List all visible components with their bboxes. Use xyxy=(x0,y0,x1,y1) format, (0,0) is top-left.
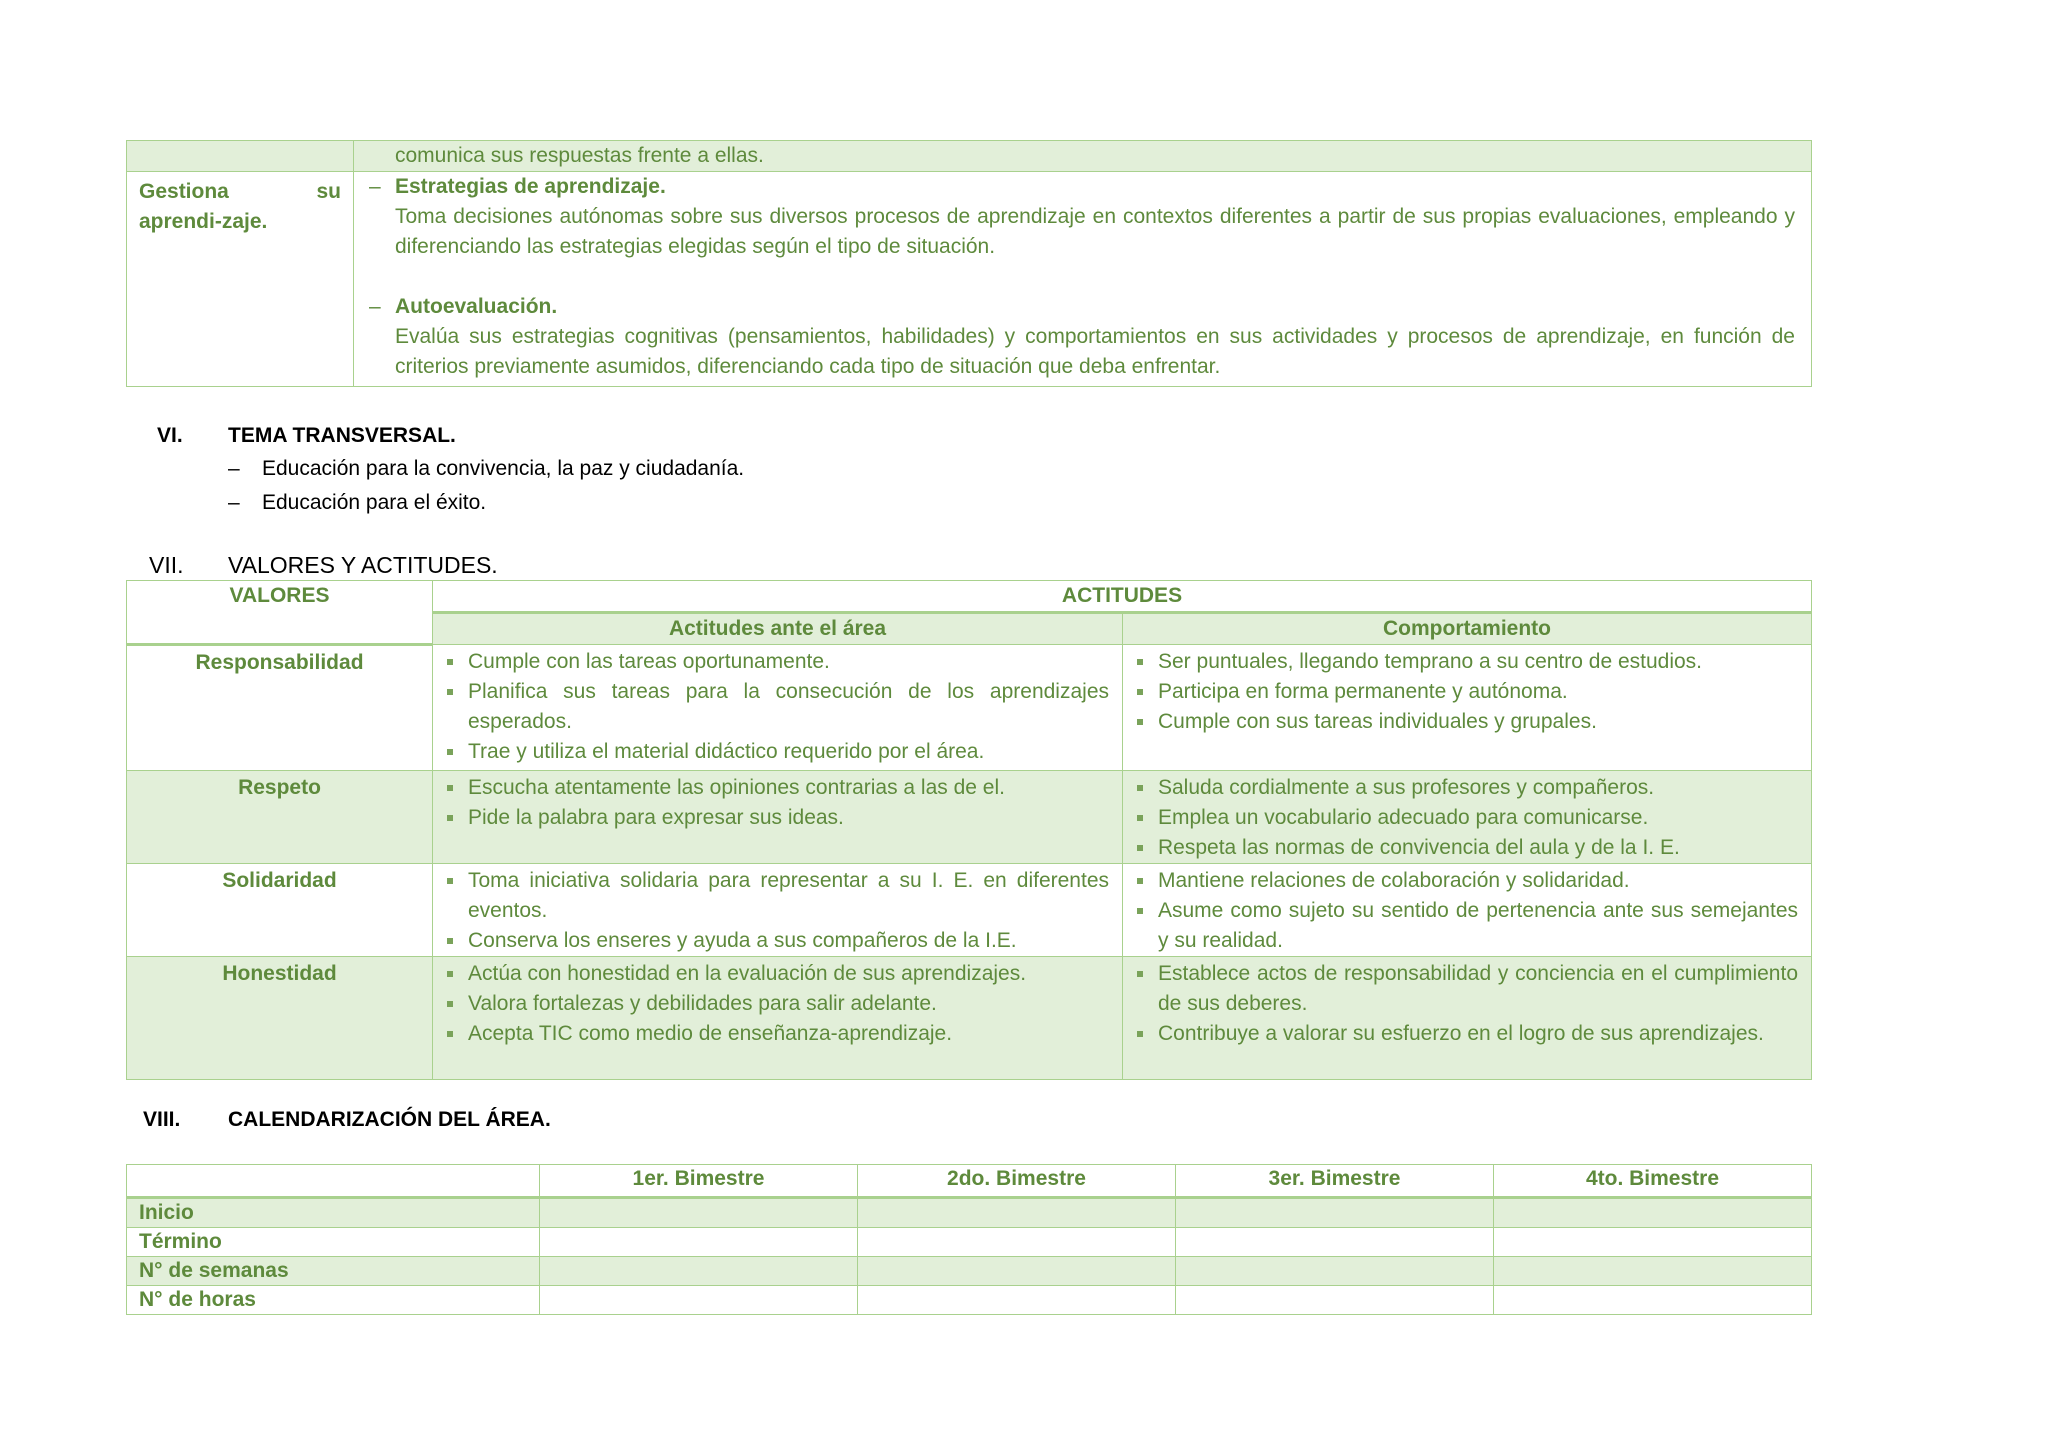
valor-name: Honestidad xyxy=(127,957,433,1080)
table-row xyxy=(127,1257,1812,1286)
list-item: Asume como sujeto su sentido de pertenencia ante sus semejantes y su realidad. xyxy=(1135,896,1798,956)
square-bullet-icon xyxy=(447,938,453,944)
square-bullet-icon xyxy=(1137,845,1143,851)
calendar-cell[interactable] xyxy=(1494,1286,1812,1315)
section-title: CALENDARIZACIÓN DEL ÁREA. xyxy=(228,1108,551,1131)
desc-item-autoevaluacion xyxy=(369,292,1795,382)
calendar-cell[interactable] xyxy=(1494,1228,1812,1257)
list-item: Establece actos de responsabilidad y conciencia en el cumplimiento de sus deberes. xyxy=(1135,959,1798,1019)
list-item: Toma iniciativa solidaria para representar a su I. E. en diferentes eventos. xyxy=(445,866,1109,926)
dash-bullet: – xyxy=(369,295,381,318)
calendar-header-row xyxy=(127,1165,1812,1198)
section-number: VIII. xyxy=(143,1108,181,1131)
header-actitudes: ACTITUDES xyxy=(433,581,1812,613)
list-item: Saluda cordialmente a sus profesores y compañeros. xyxy=(1135,773,1798,803)
list-item: Emplea un vocabulario adecuado para comunicarse. xyxy=(1135,803,1798,833)
square-bullet-icon xyxy=(1137,971,1143,977)
calendar-cell[interactable] xyxy=(1494,1198,1812,1228)
comportamiento-list xyxy=(1123,957,1812,1080)
desc-text: Evalúa sus estrategias cognitivas (pensamientos, habilidades) y comportamientos en sus actividades y procesos de aprendizaje, en función de criterios previamente asumidos, diferenciando cada tipo de situación que deba enfrentar. xyxy=(395,325,1795,378)
valor-name: Responsabilidad xyxy=(127,645,433,771)
table-row xyxy=(127,1228,1812,1257)
square-bullet-icon xyxy=(1137,815,1143,821)
table-row xyxy=(127,645,1812,771)
header-valores: VALORES xyxy=(127,581,433,645)
calendar-cell[interactable] xyxy=(1176,1286,1494,1315)
list-item: Acepta TIC como medio de enseñanza-aprendizaje. xyxy=(445,1019,1109,1049)
calendar-cell[interactable] xyxy=(1176,1198,1494,1228)
row-label: N° de horas xyxy=(127,1286,540,1315)
column-header: 2do. Bimestre xyxy=(858,1165,1176,1198)
list-item: – Educación para el éxito. xyxy=(228,486,744,520)
square-bullet-icon xyxy=(447,659,453,665)
square-bullet-icon xyxy=(1137,719,1143,725)
ante-area-list xyxy=(433,957,1123,1080)
list-item: Valora fortalezas y debilidades para salir adelante. xyxy=(445,989,1109,1019)
ante-area-list xyxy=(433,864,1123,957)
list-item: Participa en forma permanente y autónoma. xyxy=(1135,677,1798,707)
calendar-table xyxy=(126,1164,1812,1315)
square-bullet-icon xyxy=(1137,878,1143,884)
list-item: Actúa con honestidad en la evaluación de sus aprendizajes. xyxy=(445,959,1109,989)
calendar-cell[interactable] xyxy=(1494,1257,1812,1286)
list-item: Mantiene relaciones de colaboración y solidaridad. xyxy=(1135,866,1798,896)
list-item: Pide la palabra para expresar sus ideas. xyxy=(445,803,1109,833)
square-bullet-icon xyxy=(447,1001,453,1007)
list-item: Planifica sus tareas para la consecución de los aprendizajes esperados. xyxy=(445,677,1109,737)
row-label: Término xyxy=(127,1228,540,1257)
list-item: Conserva los enseres y ayuda a sus compañeros de la I.E. xyxy=(445,926,1109,956)
calendar-cell[interactable] xyxy=(540,1198,858,1228)
square-bullet-icon xyxy=(447,689,453,695)
capacity-descriptions xyxy=(354,172,1812,387)
desc-title: Autoevaluación. xyxy=(395,295,558,318)
calendar-cell[interactable] xyxy=(858,1228,1176,1257)
square-bullet-icon xyxy=(447,971,453,977)
list-item: Ser puntuales, llegando temprano a su centro de estudios. xyxy=(1135,647,1798,677)
valor-name: Solidaridad xyxy=(127,864,433,957)
calendar-cell[interactable] xyxy=(540,1257,858,1286)
square-bullet-icon xyxy=(1137,785,1143,791)
competencia-table xyxy=(126,140,1812,387)
column-header: 4to. Bimestre xyxy=(1494,1165,1812,1198)
square-bullet-icon xyxy=(1137,689,1143,695)
square-bullet-icon xyxy=(1137,659,1143,665)
section-title: VALORES Y ACTITUDES. xyxy=(228,552,498,578)
table-row xyxy=(127,771,1812,864)
calendar-cell[interactable] xyxy=(858,1257,1176,1286)
list-item: Respeta las normas de convivencia del aula y de la I. E. xyxy=(1135,833,1798,863)
comportamiento-list xyxy=(1123,645,1812,771)
table-row xyxy=(127,957,1812,1080)
transversal-list xyxy=(228,452,744,520)
capacity-name: Gestiona su aprendi-zaje. xyxy=(127,172,354,387)
column-header: 3er. Bimestre xyxy=(1176,1165,1494,1198)
desc-item-estrategias xyxy=(369,172,1795,262)
table-row xyxy=(127,864,1812,957)
valores-actitudes-table xyxy=(126,580,1812,1080)
table-row xyxy=(127,1286,1812,1315)
valor-name: Respeto xyxy=(127,771,433,864)
list-item: Trae y utiliza el material didáctico requerido por el área. xyxy=(445,737,1109,767)
list-item: Escucha atentamente las opiniones contrarias a las de el. xyxy=(445,773,1109,803)
row-label: N° de semanas xyxy=(127,1257,540,1286)
list-item: – Educación para la convivencia, la paz y ciudadanía. xyxy=(228,452,744,486)
ante-area-list xyxy=(433,645,1123,771)
list-item: Contribuye a valorar su esfuerzo en el logro de sus aprendizajes. xyxy=(1135,1019,1798,1049)
comportamiento-list xyxy=(1123,771,1812,864)
column-header: 1er. Bimestre xyxy=(540,1165,858,1198)
section-number: VI. xyxy=(157,424,183,447)
section-number: VII. xyxy=(149,552,184,578)
square-bullet-icon xyxy=(447,1031,453,1037)
square-bullet-icon xyxy=(447,749,453,755)
calendar-cell[interactable] xyxy=(540,1286,858,1315)
list-item: Cumple con sus tareas individuales y grupales. xyxy=(1135,707,1798,737)
continuation-row xyxy=(127,141,1812,172)
dash-bullet: – xyxy=(369,175,381,198)
square-bullet-icon xyxy=(1137,908,1143,914)
continuation-left-cell xyxy=(127,141,354,172)
table-row xyxy=(127,1198,1812,1228)
header-actitudes-ante-area: Actitudes ante el área xyxy=(433,613,1123,645)
square-bullet-icon xyxy=(447,785,453,791)
calendar-cell[interactable] xyxy=(858,1198,1176,1228)
calendar-cell[interactable] xyxy=(858,1286,1176,1315)
ante-area-list xyxy=(433,771,1123,864)
section-title: TEMA TRANSVERSAL. xyxy=(228,424,456,447)
continuation-text: comunica sus respuestas frente a ellas. xyxy=(354,141,1812,172)
calendar-cell[interactable] xyxy=(540,1228,858,1257)
desc-title: Estrategias de aprendizaje. xyxy=(395,175,666,198)
square-bullet-icon xyxy=(447,878,453,884)
dash-bullet: – xyxy=(228,457,240,480)
calendar-cell[interactable] xyxy=(1176,1228,1494,1257)
row-label: Inicio xyxy=(127,1198,540,1228)
list-item: Cumple con las tareas oportunamente. xyxy=(445,647,1109,677)
square-bullet-icon xyxy=(447,815,453,821)
calendar-corner xyxy=(127,1165,540,1198)
header-comportamiento: Comportamiento xyxy=(1123,613,1812,645)
desc-text: Toma decisiones autónomas sobre sus diversos procesos de aprendizaje en contextos diferentes a partir de sus propias evaluaciones, empleando y diferenciando las estrategias elegidas según el tipo de situación. xyxy=(395,205,1795,258)
comportamiento-list xyxy=(1123,864,1812,957)
dash-bullet: – xyxy=(228,491,240,514)
calendar-cell[interactable] xyxy=(1176,1257,1494,1286)
capacity-row xyxy=(127,172,1812,387)
square-bullet-icon xyxy=(1137,1031,1143,1037)
